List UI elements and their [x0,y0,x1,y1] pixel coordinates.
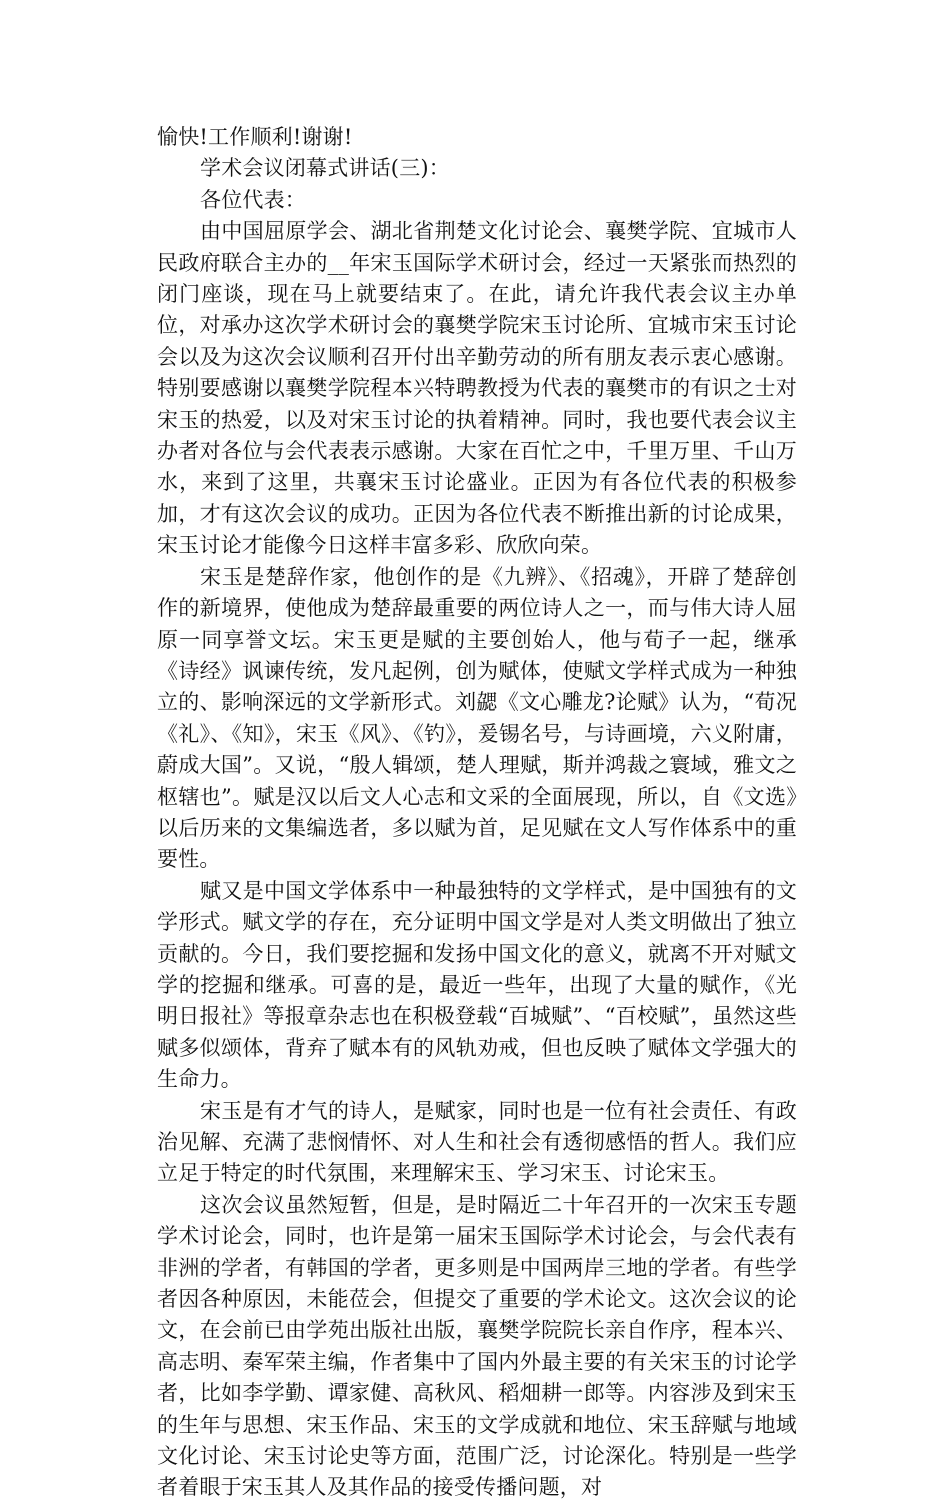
speech-heading: 学术会议闭幕式讲话(三)： [200,156,450,181]
salutation: 各位代表： [200,187,306,212]
paragraph: 赋又是中国文学体系中一种最独特的文学样式，是中国独有的文学形式。赋文学的存在，充分证明中国文学是对人类文明做出了独立贡献的。今日，我们要挖掘和发扬中国文化的意义，就离不开对赋文学的挖掘和继承。可喜的是，最近一些年，出现了大量的赋作，《光明日报社》等报章杂志也在积极登载“百城赋”、“百校赋”，虽然这些赋多似颂体，背弃了赋本有的风轨劝戒，但也反映了赋体文学强大的生命力。 [157,878,797,1092]
paragraph: 这次会议虽然短暂，但是，是时隔近二十年召开的一次宋玉专题学术讨论会，同时，也许是第一届宋玉国际学术讨论会，与会代表有非洲的学者，有韩国的学者，更多则是中国两岸三地的学者。有些学者因各种原因，未能莅会，但提交了重要的学术论文。这次会议的论文，在会前已由学苑出版社出版，襄樊学院院长亲自作序，程本兴、高志明、秦军荣主编，作者集中了国内外最主要的有关宋玉的讨论学者，比如李学勤、谭家健、高秋风、稻畑耕一郎等。内容涉及到宋玉的生年与思想、宋玉作品、宋玉的文学成就和地位、宋玉辞赋与地域文化讨论、宋玉讨论史等方面，范围广泛，讨论深化。特别是一些学者着眼于宋玉其人及其作品的接受传播问题，对 [157,1192,797,1500]
paragraph: 宋玉是有才气的诗人，是赋家，同时也是一位有社会责任、有政治见解、充满了悲悯情怀、对人生和社会有透彻感悟的哲人。我们应立足于特定的时代氛围，来理解宋玉、学习宋玉、讨论宋玉。 [157,1098,797,1186]
document-page [157,122,797,1504]
paragraph: 宋玉是楚辞作家，他创作的是《九辨》、《招魂》，开辟了楚辞创作的新境界，使他成为楚辞最重要的两位诗人之一，而与伟大诗人屈原一同享誉文坛。宋玉更是赋的主要创始人，他与荀子一起，继承《诗经》讽谏传统，发凡起例，创为赋体，使赋文学样式成为一种独立的、影响深远的文学新形式。刘勰《文心雕龙?论赋》认为，“荀况《礼》、《知》，宋玉《风》、《钓》，爰锡名号，与诗画境，六义附庸，蔚成大国”。又说，“殷人辑颂，楚人理赋，斯并鸿裁之寰域，雅文之枢辖也”。赋是汉以后文人心志和文采的全面展现，所以，自《文选》以后历来的文集编选者，多以赋为首，足见赋在文人写作体系中的重要性。 [157,564,797,872]
paragraph: 由中国屈原学会、湖北省荆楚文化讨论会、襄樊学院、宜城市人民政府联合主办的__年宋玉国际学术研讨会，经过一天紧张而热烈的闭门座谈，现在马上就要结束了。在此，请允许我代表会议主办单位，对承办这次学术研讨会的襄樊学院宋玉讨论所、宜城市宋玉讨论会以及为这次会议顺利召开付出辛勤劳动的所有朋友表示衷心感谢。特别要感谢以襄樊学院程本兴特聘教授为代表的襄樊市的有识之士对宋玉的热爱，以及对宋玉讨论的执着精神。同时，我也要代表会议主办者对各位与会代表表示感谢。大家在百忙之中，千里万里、千山万水，来到了这里，共襄宋玉讨论盛业。正因为有各位代表的积极参加，才有这次会议的成功。正因为各位代表不断推出新的讨论成果，宋玉讨论才能像今日这样丰富多彩、欣欣向荣。 [157,219,797,558]
closing-line: 愉快!工作顺利!谢谢! [157,125,353,149]
